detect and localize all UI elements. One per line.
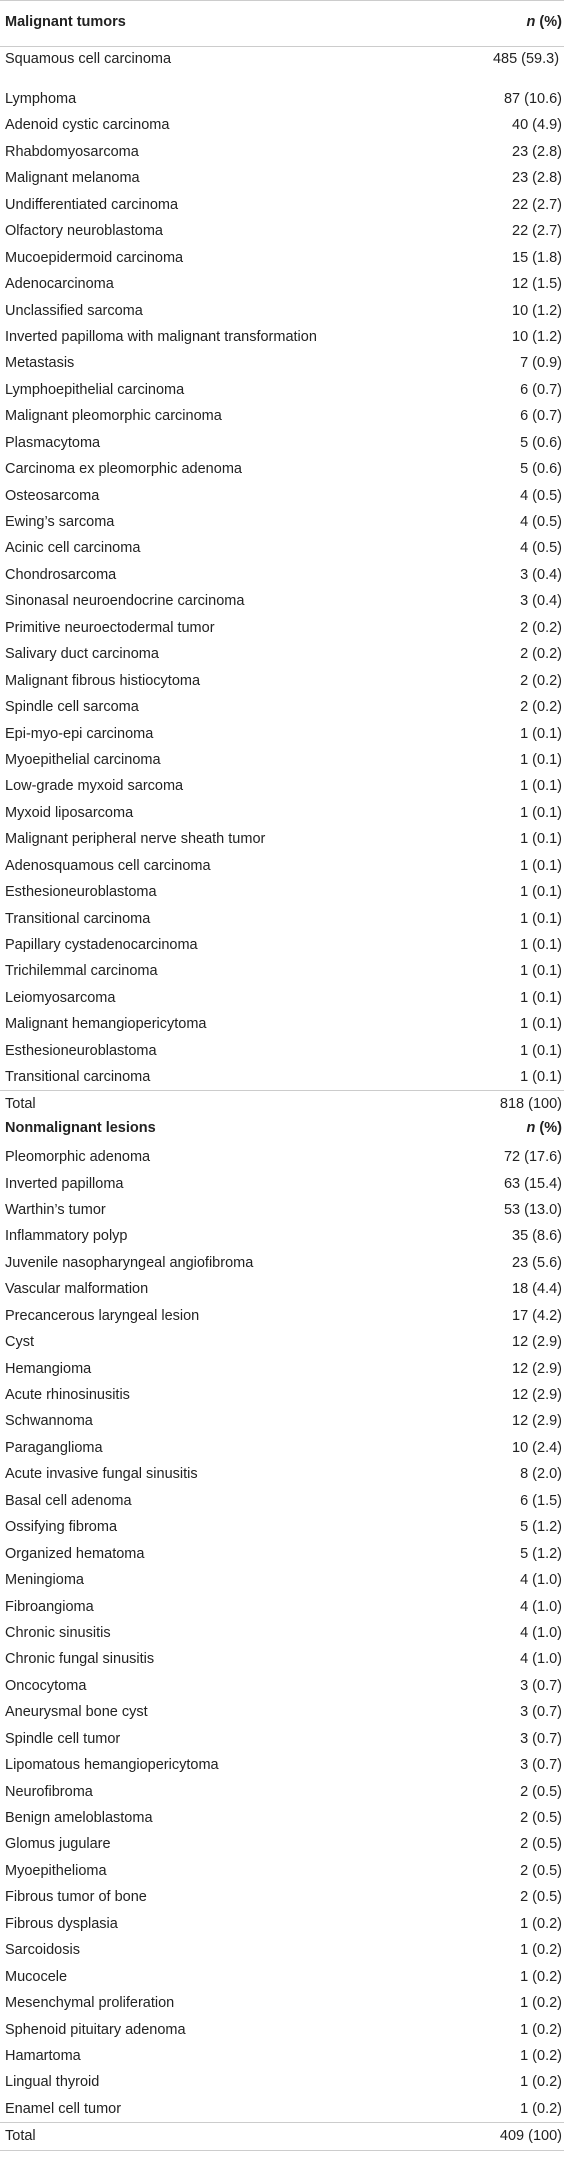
table-row <box>0 773 564 799</box>
row-value: 1 (0.1) <box>520 804 562 821</box>
row-value: 5 (1.2) <box>520 1545 562 1562</box>
row-value: 6 (1.5) <box>520 1492 562 1509</box>
nonmalignant-total-row <box>0 2122 564 2150</box>
table-row <box>0 271 564 297</box>
row-label: Malignant fibrous histiocytoma <box>5 672 201 689</box>
row-label: Oncocytoma <box>5 1677 87 1694</box>
table-row <box>0 403 564 429</box>
row-value: 1 (0.2) <box>520 2074 562 2091</box>
row-value: 5 (0.6) <box>520 434 562 451</box>
table-row <box>0 1594 564 1620</box>
row-value: 4 (1.0) <box>520 1598 562 1615</box>
malignant-header-n <box>472 1 564 47</box>
row-value: 1 (0.2) <box>520 2021 562 2038</box>
table-row <box>0 139 564 165</box>
table-row <box>0 1541 564 1567</box>
row-label: Adenocarcinoma <box>5 276 114 293</box>
row-value: 7 (0.9) <box>520 355 562 372</box>
row-value: 53 (13.0) <box>503 1201 562 1218</box>
row-label: Myoepithelial carcinoma <box>5 751 161 768</box>
row-label: Lymphoma <box>5 91 77 107</box>
table-row <box>0 879 564 905</box>
row-label: Primitive neuroectodermal tumor <box>5 619 215 636</box>
row-label: Aneurysmal bone cyst <box>5 1704 148 1721</box>
row-label: Total <box>0 2122 472 2150</box>
header-pct-label: (%) <box>535 14 562 30</box>
row-value: 1 (0.2) <box>520 2047 562 2064</box>
row-value: 1 (0.1) <box>520 1069 562 1086</box>
row-label: Esthesioneuroblastoma <box>5 1042 157 1059</box>
row-value: 1 (0.1) <box>520 831 562 848</box>
table-row <box>0 985 564 1011</box>
row-label: Lingual thyroid <box>5 2074 100 2091</box>
row-value: 4 (1.0) <box>520 1651 562 1668</box>
row-value: 2 (0.2) <box>520 619 562 636</box>
row-value: 1 (0.1) <box>520 910 562 927</box>
table-row <box>0 694 564 720</box>
row-value: 409 (100) <box>472 2122 564 2150</box>
table-row <box>0 641 564 667</box>
row-value: 2 (0.5) <box>520 1783 562 1800</box>
row-label: Warthin’s tumor <box>5 1201 106 1218</box>
row-value: 18 (4.4) <box>512 1281 562 1298</box>
row-label: Hamartoma <box>5 2047 81 2064</box>
row-label: Carcinoma ex pleomorphic adenoma <box>5 461 242 478</box>
table-row <box>0 86 564 112</box>
row-label: Salivary duct carcinoma <box>5 646 159 663</box>
table-row <box>0 1356 564 1382</box>
row-value: 12 (2.9) <box>512 1413 562 1430</box>
row-label: Hemangioma <box>5 1360 92 1377</box>
row-value: 1 (0.1) <box>520 778 562 795</box>
table-row <box>0 1144 564 1170</box>
table-row <box>0 2069 564 2095</box>
table-row <box>0 1884 564 1910</box>
row-value: 40 (4.9) <box>512 117 562 134</box>
table-row <box>0 1937 564 1963</box>
row-value: 1 (0.1) <box>520 1016 562 1033</box>
row-label: Mesenchymal proliferation <box>5 1995 175 2012</box>
header-n-symbol: n <box>526 1120 536 1137</box>
table-row <box>0 1831 564 1857</box>
row-value: 3 (0.7) <box>520 1704 562 1721</box>
row-value: 17 (4.2) <box>512 1307 562 1324</box>
nonmalignant-header-n <box>472 1117 564 1144</box>
row-label: Spindle cell tumor <box>5 1730 121 1747</box>
table-row <box>0 800 564 826</box>
table-row <box>0 1011 564 1037</box>
row-value: 4 (1.0) <box>520 1624 562 1641</box>
row-label: Papillary cystadenocarcinoma <box>5 937 198 953</box>
table-row <box>0 165 564 191</box>
row-value: 22 (2.7) <box>512 223 562 240</box>
table-row <box>0 1382 564 1408</box>
row-label: Juvenile nasopharyngeal angiofibroma <box>5 1254 254 1271</box>
row-value: 23 (2.8) <box>512 143 562 160</box>
row-label: Mucoepidermoid carcinoma <box>5 249 184 266</box>
row-value: 2 (0.5) <box>520 1836 562 1853</box>
header-n-symbol: n <box>526 14 536 30</box>
table-row <box>0 1858 564 1884</box>
table-row <box>0 588 564 614</box>
malignant-header-label: Malignant tumors <box>0 1 472 47</box>
row-label: Trichilemmal carcinoma <box>5 963 158 980</box>
row-label: Rhabdomyosarcoma <box>5 143 139 160</box>
row-value: 10 (1.2) <box>512 328 562 345</box>
table-row <box>0 1461 564 1487</box>
row-value: 1 (0.1) <box>520 963 562 980</box>
table-row <box>0 826 564 852</box>
table-row <box>0 324 564 350</box>
table-row <box>0 1752 564 1778</box>
row-label: Malignant peripheral nerve sheath tumor <box>5 831 266 848</box>
row-value: 1 (0.1) <box>520 989 562 1006</box>
table-row <box>0 1964 564 1990</box>
tumor-table-body <box>0 1 564 2151</box>
row-label: Precancerous laryngeal lesion <box>5 1307 200 1324</box>
row-label: Sarcoidosis <box>5 1942 80 1959</box>
row-label: Pleomorphic adenoma <box>5 1149 151 1166</box>
row-label: Inverted papilloma with malignant transformation <box>5 328 317 345</box>
table-row <box>0 1488 564 1514</box>
table-row <box>0 2017 564 2043</box>
row-label: Transitional carcinoma <box>5 1069 151 1086</box>
row-label: Fibrous dysplasia <box>5 1915 118 1932</box>
row-label: Transitional carcinoma <box>5 910 151 927</box>
row-value: 1 (0.1) <box>520 725 562 742</box>
row-label: Malignant melanoma <box>5 170 140 187</box>
table-row <box>0 2043 564 2069</box>
row-value: 1 (0.2) <box>520 1995 562 2012</box>
row-label: Vascular malformation <box>5 1281 149 1298</box>
row-value: 4 (1.0) <box>520 1572 562 1589</box>
row-value: 72 (17.6) <box>503 1149 562 1166</box>
table-row <box>0 1699 564 1725</box>
row-label: Chronic fungal sinusitis <box>5 1651 155 1668</box>
table-row <box>0 747 564 773</box>
table-row <box>0 1620 564 1646</box>
table-row <box>0 1567 564 1593</box>
table-row <box>0 192 564 218</box>
row-label: Schwannoma <box>5 1413 93 1430</box>
table-row <box>0 456 564 482</box>
table-row <box>0 1064 564 1090</box>
row-value: 4 (0.5) <box>520 487 562 504</box>
row-label: Paraganglioma <box>5 1439 103 1456</box>
row-value: 87 (10.6) <box>503 91 562 107</box>
row-label: Neurofibroma <box>5 1783 93 1800</box>
malignant-total-row <box>0 1091 564 1117</box>
row-label: Myoepithelioma <box>5 1862 107 1879</box>
row-label: Fibroangioma <box>5 1598 94 1615</box>
table-row <box>0 1250 564 1276</box>
malignant-header-row <box>0 1 564 47</box>
row-label: Acute invasive fungal sinusitis <box>5 1466 198 1483</box>
table-row <box>0 906 564 932</box>
row-value: 5 (0.6) <box>520 461 562 478</box>
table-row <box>0 958 564 984</box>
row-label: Leiomyosarcoma <box>5 989 116 1006</box>
row-label: Enamel cell tumor <box>5 2100 122 2117</box>
row-value: 23 (5.6) <box>512 1254 562 1271</box>
row-label: Olfactory neuroblastoma <box>5 223 163 240</box>
row-label: Inflammatory polyp <box>5 1228 128 1245</box>
row-value: 22 (2.7) <box>512 196 562 213</box>
row-value: 3 (0.4) <box>520 593 562 610</box>
row-value: 4 (0.5) <box>520 514 562 530</box>
row-value: 485 (59.3) <box>492 51 560 67</box>
row-label: Lymphoepithelial carcinoma <box>5 381 185 398</box>
table-row <box>0 1805 564 1831</box>
row-value: 63 (15.4) <box>503 1175 562 1192</box>
row-value: 12 (2.9) <box>512 1334 562 1351</box>
row-label: Cyst <box>5 1334 34 1351</box>
table-row <box>0 668 564 694</box>
row-label: Unclassified sarcoma <box>5 302 143 319</box>
row-value: 2 (0.5) <box>520 1810 562 1826</box>
table-row <box>0 1673 564 1699</box>
row-label: Meningioma <box>5 1572 84 1589</box>
row-label: Organized hematoma <box>5 1545 145 1562</box>
row-label: Spindle cell sarcoma <box>5 699 139 716</box>
row-label: Chondrosarcoma <box>5 566 117 583</box>
row-value: 10 (2.4) <box>512 1439 562 1456</box>
table-row <box>0 298 564 324</box>
table-row <box>0 1779 564 1805</box>
table-row <box>0 1646 564 1672</box>
row-label: Myxoid liposarcoma <box>5 804 134 821</box>
row-label: Metastasis <box>5 355 75 372</box>
row-value: 2 (0.2) <box>520 672 562 689</box>
row-value: 6 (0.7) <box>520 408 562 425</box>
row-label: Osteosarcoma <box>5 487 100 504</box>
row-label: Fibrous tumor of bone <box>5 1889 147 1906</box>
row-value: 8 (2.0) <box>520 1466 562 1483</box>
nonmalignant-header-row <box>0 1117 564 1144</box>
row-label: Mucocele <box>5 1968 68 1985</box>
row-label: Lipomatous hemangiopericytoma <box>5 1757 219 1774</box>
table-row <box>0 1171 564 1197</box>
row-value: 2 (0.5) <box>520 1862 562 1879</box>
row-label: Basal cell adenoma <box>5 1492 132 1509</box>
table-row <box>0 377 564 403</box>
table-row <box>0 509 564 535</box>
row-value: 15 (1.8) <box>512 249 562 266</box>
row-label: Malignant pleomorphic carcinoma <box>5 408 222 425</box>
row-label: Low-grade myxoid sarcoma <box>5 778 184 795</box>
table-row <box>0 1911 564 1937</box>
row-label: Acute rhinosinusitis <box>5 1387 130 1403</box>
row-value: 10 (1.2) <box>512 302 562 319</box>
table-row <box>0 562 564 588</box>
row-value: 1 (0.1) <box>520 937 562 953</box>
row-label: Acinic cell carcinoma <box>5 540 141 557</box>
row-label: Inverted papilloma <box>5 1175 124 1192</box>
row-value: 2 (0.5) <box>520 1889 562 1906</box>
row-label: Sphenoid pituitary adenoma <box>5 2021 186 2038</box>
table-row <box>0 1514 564 1540</box>
row-value: 6 (0.7) <box>520 381 562 398</box>
nonmalignant-header-label: Nonmalignant lesions <box>5 1120 156 1137</box>
row-label: Squamous cell carcinoma <box>5 51 172 67</box>
row-value: 3 (0.7) <box>520 1677 562 1694</box>
table-row <box>0 1435 564 1461</box>
table-row <box>0 1038 564 1064</box>
table-row <box>0 1303 564 1329</box>
table-row <box>0 2096 564 2122</box>
row-value: 12 (2.9) <box>512 1360 562 1377</box>
row-value: 1 (0.1) <box>520 857 562 874</box>
table-row <box>0 1329 564 1355</box>
row-label: Esthesioneuroblastoma <box>5 884 157 901</box>
row-value: 12 (1.5) <box>512 276 562 293</box>
table-row <box>0 1408 564 1434</box>
header-pct-label: (%) <box>535 1120 562 1137</box>
row-label: Epi-myo-epi carcinoma <box>5 725 154 742</box>
table-row <box>0 1276 564 1302</box>
row-value: 1 (0.2) <box>520 1942 562 1959</box>
row-value: 3 (0.4) <box>520 566 562 583</box>
row-value: 12 (2.9) <box>512 1387 562 1403</box>
row-label: Undifferentiated carcinoma <box>5 196 179 213</box>
row-value: 5 (1.2) <box>520 1519 562 1536</box>
row-value: 1 (0.1) <box>520 1042 562 1059</box>
table-row <box>0 51 564 86</box>
table-row <box>0 535 564 561</box>
row-label: Total <box>0 1091 472 1117</box>
row-value: 3 (0.7) <box>520 1730 562 1747</box>
table-row <box>0 483 564 509</box>
row-value: 23 (2.8) <box>512 170 562 187</box>
row-value: 1 (0.2) <box>520 2100 562 2117</box>
table-row <box>0 853 564 879</box>
table-row <box>0 1990 564 2016</box>
row-value: 2 (0.2) <box>520 699 562 716</box>
row-value: 1 (0.1) <box>520 884 562 901</box>
table-row <box>0 245 564 271</box>
row-value: 3 (0.7) <box>520 1757 562 1774</box>
row-value: 2 (0.2) <box>520 646 562 663</box>
row-value: 1 (0.2) <box>520 1968 562 1985</box>
row-label: Glomus jugulare <box>5 1836 111 1853</box>
table-row <box>0 615 564 641</box>
row-label: Ewing’s sarcoma <box>5 514 115 530</box>
row-value: 35 (8.6) <box>512 1228 562 1245</box>
row-label: Sinonasal neuroendocrine carcinoma <box>5 593 245 610</box>
table-row <box>0 1197 564 1223</box>
table-row <box>0 430 564 456</box>
table-row <box>0 932 564 958</box>
row-label: Ossifying fibroma <box>5 1519 118 1536</box>
row-label: Adenoid cystic carcinoma <box>5 117 170 134</box>
row-value: 818 (100) <box>472 1091 564 1117</box>
table-row <box>0 112 564 138</box>
table-row <box>0 218 564 244</box>
table-row <box>0 1223 564 1249</box>
row-value: 1 (0.1) <box>520 751 562 768</box>
row-label: Plasmacytoma <box>5 434 101 451</box>
table-row <box>0 350 564 376</box>
row-label: Benign ameloblastoma <box>5 1810 153 1826</box>
table-row <box>0 721 564 747</box>
row-label: Adenosquamous cell carcinoma <box>5 857 211 874</box>
row-value: 1 (0.2) <box>520 1915 562 1932</box>
row-label: Malignant hemangiopericytoma <box>5 1016 207 1033</box>
table-row <box>0 1726 564 1752</box>
row-label: Chronic sinusitis <box>5 1624 111 1641</box>
row-value: 4 (0.5) <box>520 540 562 557</box>
